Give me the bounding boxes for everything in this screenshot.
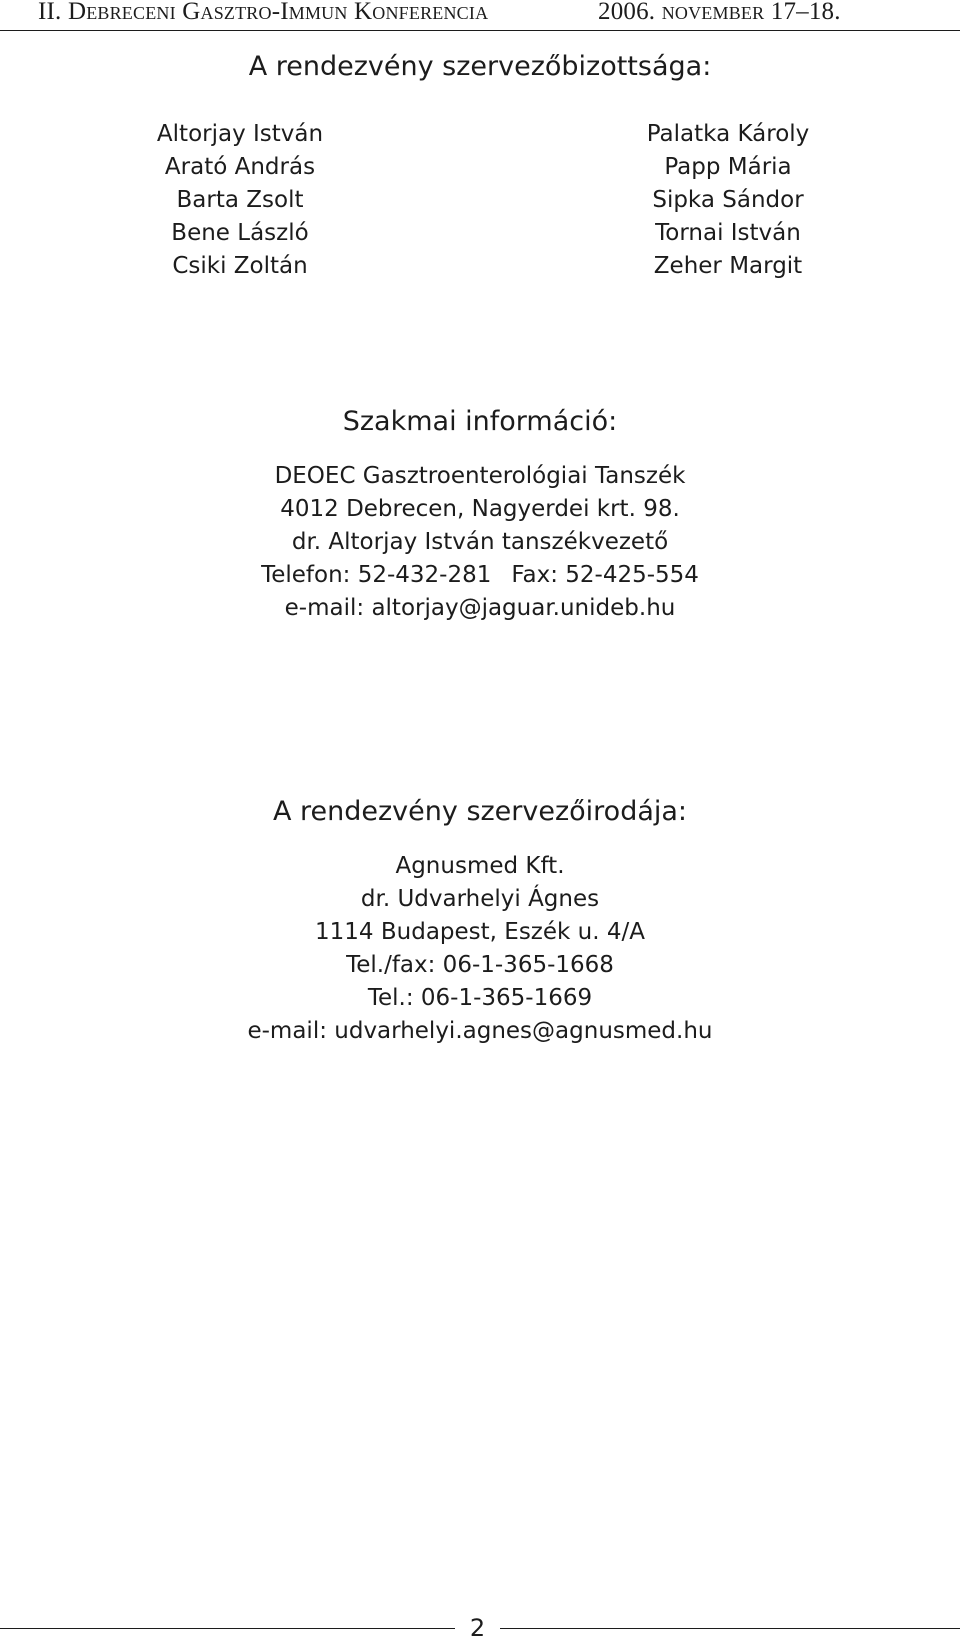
committee-member: Arató András (164, 154, 316, 180)
committee-member: Palatka Károly (646, 121, 810, 147)
office-email: e-mail: udvarhelyi.agnes@agnusmed.hu (247, 1018, 713, 1044)
footer-rule-left (0, 1628, 455, 1629)
committee-member: Sipka Sándor (652, 187, 804, 213)
running-header (0, 0, 960, 31)
department-address: 4012 Debrecen, Nagyerdei krt. 98. (280, 496, 680, 522)
conference-date: 2006. november 17–18. (598, 0, 841, 25)
committee-member: Altorjay István (156, 121, 324, 147)
office-contact: dr. Udvarhelyi Ágnes (360, 886, 600, 912)
phone-fax-line (0, 559, 960, 592)
committee-member: Csiki Zoltán (172, 253, 308, 279)
department-name: DEOEC Gasztroenterológiai Tanszék (274, 463, 686, 489)
committee-title: A rendezvény szervezőbizottsága: (248, 51, 712, 82)
office-telfax: Tel./fax: 06-1-365-1668 (346, 952, 614, 978)
footer-rule-right (500, 1628, 960, 1629)
committee-left-column (100, 118, 380, 283)
office-tel: Tel.: 06-1-365-1669 (367, 985, 593, 1011)
professional-info-title: Szakmai információ: (342, 406, 618, 437)
conference-title: II. Debreceni Gasztro-Immun Konferencia (38, 0, 489, 25)
committee-right-column (588, 118, 868, 283)
committee-member: Tornai István (655, 220, 801, 246)
page-number: 2 (469, 1614, 486, 1642)
committee-member: Zeher Margit (653, 253, 803, 279)
fax-number: Fax: 52-425-554 (511, 562, 699, 588)
committee-member: Bene László (171, 220, 309, 246)
committee-member: Papp Mária (664, 154, 792, 180)
office-address: 1114 Budapest, Eszék u. 4/A (315, 919, 645, 945)
department-head: dr. Altorjay István tanszékvezető (291, 529, 669, 555)
office-company: Agnusmed Kft. (395, 853, 565, 879)
phone-number: Telefon: 52-432-281 (261, 562, 492, 588)
office-block (0, 850, 960, 1048)
department-email: e-mail: altorjay@jaguar.unideb.hu (284, 595, 676, 621)
committee-member: Barta Zsolt (176, 187, 304, 213)
professional-info-block (0, 460, 960, 625)
office-title: A rendezvény szervezőirodája: (272, 796, 688, 827)
